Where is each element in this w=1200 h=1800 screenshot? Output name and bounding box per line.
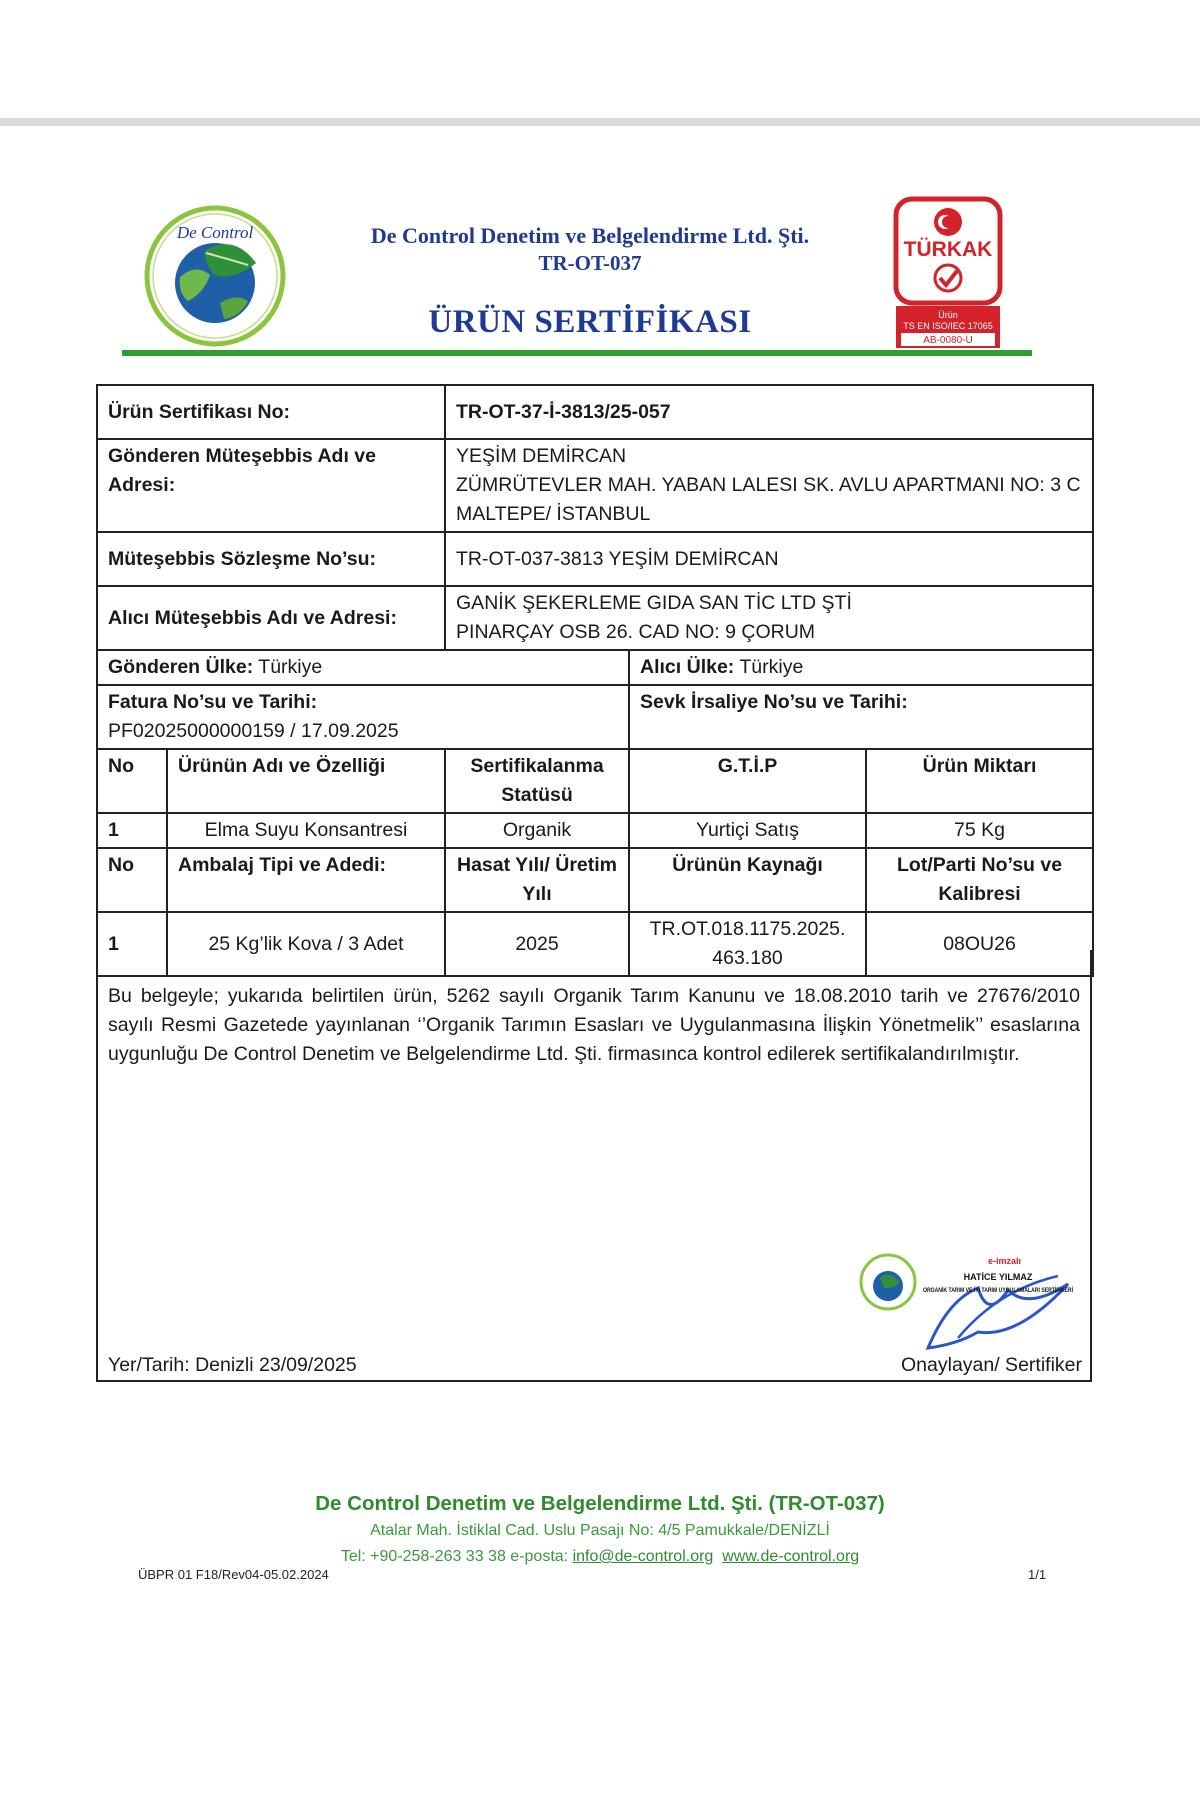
signer-role: ORGANİK TARIM VE İYİ TARIM UYGULAMALARI SERTİFİKERİ bbox=[923, 1287, 1074, 1294]
product-col-quantity: Ürün Miktarı bbox=[866, 749, 1093, 813]
receiver-country-value: Türkiye bbox=[739, 656, 804, 678]
page-number: 1/1 bbox=[1028, 1567, 1047, 1582]
cert-number-label: Ürün Sertifikası No: bbox=[97, 385, 445, 439]
footer-phone: Tel: +90-258-263 33 38 e-posta: bbox=[340, 1548, 569, 1565]
turkak-accreditation-badge bbox=[893, 196, 1003, 352]
invoice-cell bbox=[97, 685, 629, 749]
issuer-block bbox=[330, 222, 850, 277]
footer-website-link[interactable]: www.de-control.org bbox=[722, 1548, 860, 1565]
footer-company: De Control Denetim ve Belgelendirme Ltd. Şti. (TR-OT-037) bbox=[315, 1492, 885, 1515]
package-col-type: Ambalaj Tipi ve Adedi: bbox=[167, 848, 445, 912]
product-col-name: Ürünün Adı ve Özelliği bbox=[167, 749, 445, 813]
footer-email-link[interactable]: info@de-control.org bbox=[572, 1548, 714, 1565]
logo-lettering: De Control bbox=[176, 223, 254, 242]
package-col-no: No bbox=[97, 848, 167, 912]
cert-number-value: TR-OT-37-İ-3813/25-057 bbox=[445, 385, 1093, 439]
turkak-scope: Ürün bbox=[938, 310, 958, 320]
cert-number-row bbox=[97, 385, 1093, 439]
invoice-row bbox=[97, 685, 1093, 749]
issuer-code: TR-OT-037 bbox=[538, 251, 642, 275]
footer bbox=[200, 1490, 1000, 1570]
product-col-status: Sertifikalanma Statüsü bbox=[445, 749, 629, 813]
product-header-row bbox=[97, 749, 1093, 813]
receiver-label: Alıcı Müteşebbis Adı ve Adresi: bbox=[97, 586, 445, 650]
package-source: TR.OT.018.1175.2025. 463.180 bbox=[629, 912, 866, 976]
package-col-lot: Lot/Parti No’su ve Kalibresi bbox=[866, 848, 1093, 912]
package-header-row bbox=[97, 848, 1093, 912]
issuer-name: De Control Denetim ve Belgelendirme Ltd. Şti. bbox=[370, 223, 810, 248]
product-name: Elma Suyu Konsantresi bbox=[167, 813, 445, 848]
invoice-value: PF02025000000159 / 17.09.2025 bbox=[108, 720, 399, 742]
e-signature-mark: e-imzalı bbox=[988, 1256, 1022, 1266]
product-row bbox=[97, 813, 1093, 848]
waybill-label: Sevk İrsaliye No’su ve Tarihi: bbox=[629, 685, 1093, 749]
sender-country-cell bbox=[97, 650, 629, 685]
package-year: 2025 bbox=[445, 912, 629, 976]
top-divider bbox=[0, 118, 1200, 126]
receiver-name: GANİK ŞEKERLEME GIDA SAN TİC LTD ŞTİ bbox=[456, 592, 852, 614]
product-col-no: No bbox=[97, 749, 167, 813]
sender-name: YEŞİM DEMİRCAN bbox=[456, 445, 627, 467]
header-green-rule bbox=[122, 350, 1032, 356]
certificate-table bbox=[96, 384, 1094, 977]
country-row bbox=[97, 650, 1093, 685]
turkak-standard: TS EN ISO/IEC 17065 bbox=[903, 321, 993, 331]
receiver-row bbox=[97, 586, 1093, 650]
product-no: 1 bbox=[97, 813, 167, 848]
package-col-source: Ürünün Kaynağı bbox=[629, 848, 866, 912]
invoice-label: Fatura No’su ve Tarihi: bbox=[108, 691, 318, 713]
package-type: 25 Kg’lik Kova / 3 Adet bbox=[167, 912, 445, 976]
package-no: 1 bbox=[97, 912, 167, 976]
sender-details bbox=[445, 439, 1093, 532]
sender-row bbox=[97, 439, 1093, 532]
certification-statement: Bu belgeyle; yukarıda belirtilen ürün, 5262 sayılı Organik Tarım Kanunu ve 18.08.2010 tarih ve 27676/2010 sayılı Resmi Gazetede yayınlanan ‘’Organik Tarımın Esasları ve Uygulanmasına İlişkin Yönetmelik’’ esaslarına uygunluğu De Control Denetim ve Belgelendirme Ltd. Şti. firmasınca kontrol edilerek sertifikalandırılmıştır. bbox=[108, 985, 1080, 1065]
form-code: ÜBPR 01 F18/Rev04-05.02.2024 bbox=[138, 1567, 329, 1582]
document-title: ÜRÜN SERTİFİKASI bbox=[428, 304, 752, 340]
product-quantity: 75 Kg bbox=[866, 813, 1093, 848]
sender-label: Gönderen Müteşebbis Adı ve Adresi: bbox=[97, 439, 445, 532]
product-col-gtip: G.T.İ.P bbox=[629, 749, 866, 813]
de-control-logo bbox=[144, 205, 286, 347]
product-gtip: Yurtiçi Satış bbox=[629, 813, 866, 848]
receiver-country-cell bbox=[629, 650, 1093, 685]
sender-country-label: Gönderen Ülke: bbox=[108, 656, 254, 678]
place-date: Yer/Tarih: Denizli 23/09/2025 bbox=[108, 1354, 357, 1376]
product-status: Organik bbox=[445, 813, 629, 848]
contract-value: TR-OT-037-3813 YEŞİM DEMİRCAN bbox=[445, 532, 1093, 586]
approver-label: Onaylayan/ Sertifiker bbox=[901, 1354, 1082, 1376]
receiver-details bbox=[445, 586, 1093, 650]
turkak-brand: TÜRKAK bbox=[903, 238, 993, 261]
receiver-country-label: Alıcı Ülke: bbox=[640, 656, 735, 678]
receiver-address: PINARÇAY OSB 26. CAD NO: 9 ÇORUM bbox=[456, 621, 816, 643]
signature-area bbox=[858, 1240, 1078, 1350]
package-col-year: Hasat Yılı/ Üretim Yılı bbox=[445, 848, 629, 912]
turkak-number: AB-0080-U bbox=[923, 335, 973, 346]
footer-address: Atalar Mah. İstiklal Cad. Uslu Pasajı No: 4/5 Pamukkale/DENİZLİ bbox=[370, 1522, 830, 1539]
contract-label: Müteşebbis Sözleşme No’su: bbox=[97, 532, 445, 586]
sender-country-value: Türkiye bbox=[258, 656, 323, 678]
statement-box bbox=[96, 950, 1092, 1382]
contract-row bbox=[97, 532, 1093, 586]
package-lot: 08OU26 bbox=[866, 912, 1093, 976]
signer-name: HATİCE YILMAZ bbox=[963, 1272, 1033, 1282]
sender-address: ZÜMRÜTEVLER MAH. YABAN LALESI SK. AVLU APARTMANI NO: 3 C MALTEPE/ İSTANBUL bbox=[456, 474, 1081, 525]
